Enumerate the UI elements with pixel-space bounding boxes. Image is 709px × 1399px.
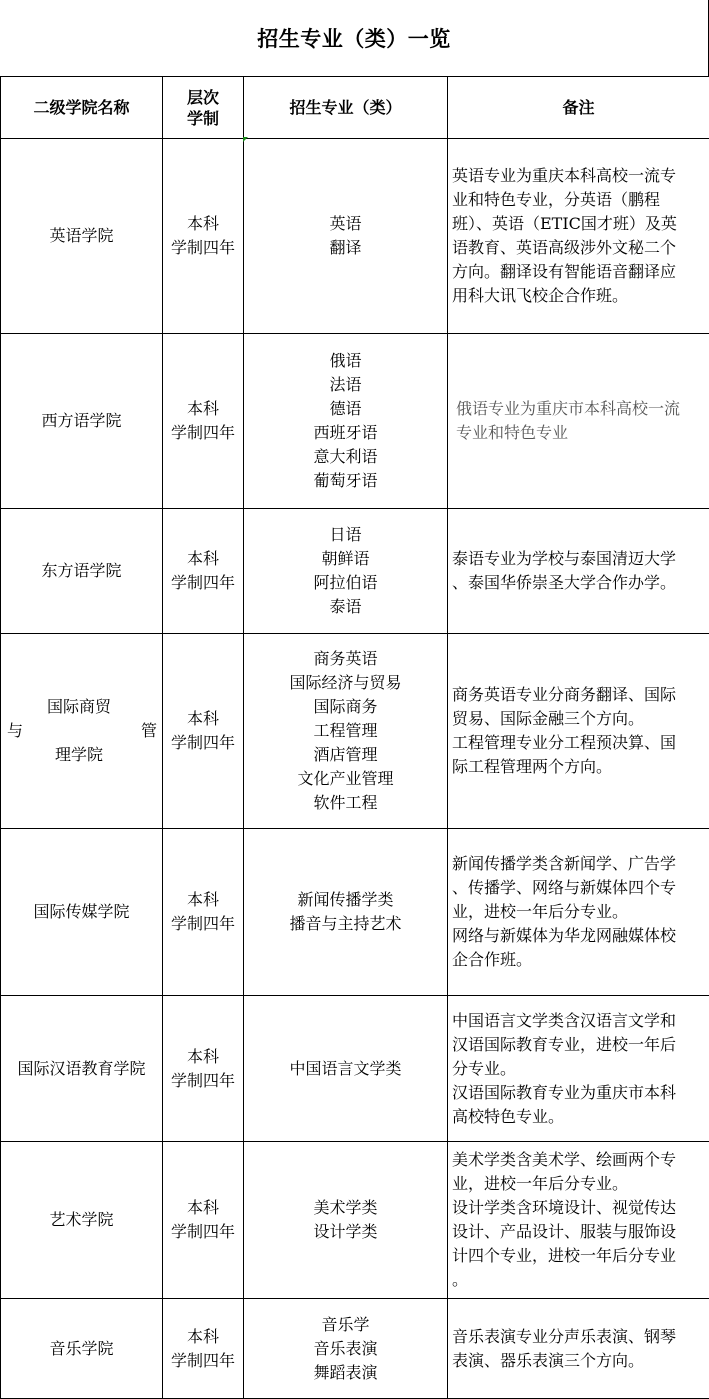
college-name: 东方语学院 bbox=[1, 509, 163, 634]
major-list: 新闻传播学类 播音与主持艺术 bbox=[244, 829, 448, 996]
header-row bbox=[1, 77, 709, 139]
table-row bbox=[1, 829, 709, 996]
college-name: 音乐学院 bbox=[1, 1299, 163, 1399]
table-row bbox=[1, 634, 709, 829]
college-name: 艺术学院 bbox=[1, 1142, 163, 1299]
major-list: 中国语言文学类 bbox=[244, 996, 448, 1142]
major-list: 美术学类 设计学类 bbox=[244, 1142, 448, 1299]
note-cell: 美术学类含美术学、绘画两个专 业，进校一年后分专业。 设计学类含环境设计、视觉传达 设计、产品设计、服装与服饰设 计四个专业，进校一年后分专业 。 bbox=[448, 1142, 709, 1299]
level-cell: 本科 学制四年 bbox=[163, 334, 244, 509]
table-row bbox=[1, 996, 709, 1142]
table-row bbox=[1, 1142, 709, 1299]
level-cell: 本科 学制四年 bbox=[163, 509, 244, 634]
level-cell: 本科 学制四年 bbox=[163, 996, 244, 1142]
note-cell: 新闻传播学类含新闻学、广告学 、传播学、网络与新媒体四个专 业，进校一年后分专业。 网络与新媒体为华龙网融媒体校 企合作班。 bbox=[448, 829, 709, 996]
college-name: 西方语学院 bbox=[1, 334, 163, 509]
table-row bbox=[1, 1299, 709, 1399]
sheet-title: 招生专业（类）一览 bbox=[257, 26, 451, 51]
note-cell: 英语专业为重庆本科高校一流专 业和特色专业，分英语（鹏程 班）、英语（ETIC国才班）及英 语教育、英语高级涉外文秘二个 方向。翻译设有智能语音翻译应 用科大讯飞校企合作班。 bbox=[448, 139, 709, 334]
header-college: 二级学院名称 bbox=[1, 77, 163, 139]
majors-table bbox=[0, 76, 709, 1399]
table-row bbox=[1, 334, 709, 509]
header-level: 层次 学制 bbox=[163, 77, 244, 139]
level-cell: 本科 学制四年 bbox=[163, 1299, 244, 1399]
note-cell: 泰语专业为学校与泰国清迈大学 、泰国华侨崇圣大学合作办学。 bbox=[448, 509, 709, 634]
major-list: 日语 朝鲜语 阿拉伯语 泰语 bbox=[244, 509, 448, 634]
cell-comment-marker-icon bbox=[243, 137, 248, 142]
major-list: 商务英语 国际经济与贸易 国际商务 工程管理 酒店管理 文化产业管理 软件工程 bbox=[244, 634, 448, 829]
note-cell: 中国语言文学类含汉语言文学和 汉语国际教育专业，进校一年后 分专业。 汉语国际教育专业为重庆市本科 高校特色专业。 bbox=[448, 996, 709, 1142]
header-major: 招生专业（类） bbox=[244, 77, 448, 139]
college-name: 国际商贸 与 管 理学院 bbox=[1, 634, 163, 829]
major-list: 音乐学 音乐表演 舞蹈表演 bbox=[244, 1299, 448, 1399]
level-cell: 本科 学制四年 bbox=[163, 829, 244, 996]
major-list: 英语 翻译 bbox=[244, 139, 448, 334]
header-note: 备注 bbox=[448, 77, 709, 139]
sheet-title-cell bbox=[0, 0, 709, 77]
level-cell: 本科 学制四年 bbox=[163, 139, 244, 334]
college-name: 国际汉语教育学院 bbox=[1, 996, 163, 1142]
note-cell: 音乐表演专业分声乐表演、钢琴 表演、器乐表演三个方向。 bbox=[448, 1299, 709, 1399]
table-row bbox=[1, 139, 709, 334]
major-list: 俄语 法语 德语 西班牙语 意大利语 葡萄牙语 bbox=[244, 334, 448, 509]
level-cell: 本科 学制四年 bbox=[163, 634, 244, 829]
table-row bbox=[1, 509, 709, 634]
note-cell: 商务英语专业分商务翻译、国际 贸易、国际金融三个方向。 工程管理专业分工程预决算、国 际工程管理两个方向。 bbox=[448, 634, 709, 829]
level-cell: 本科 学制四年 bbox=[163, 1142, 244, 1299]
note-cell: 俄语专业为重庆市本科高校一流 专业和特色专业 bbox=[448, 334, 709, 509]
college-name: 国际传媒学院 bbox=[1, 829, 163, 996]
college-name: 英语学院 bbox=[1, 139, 163, 334]
